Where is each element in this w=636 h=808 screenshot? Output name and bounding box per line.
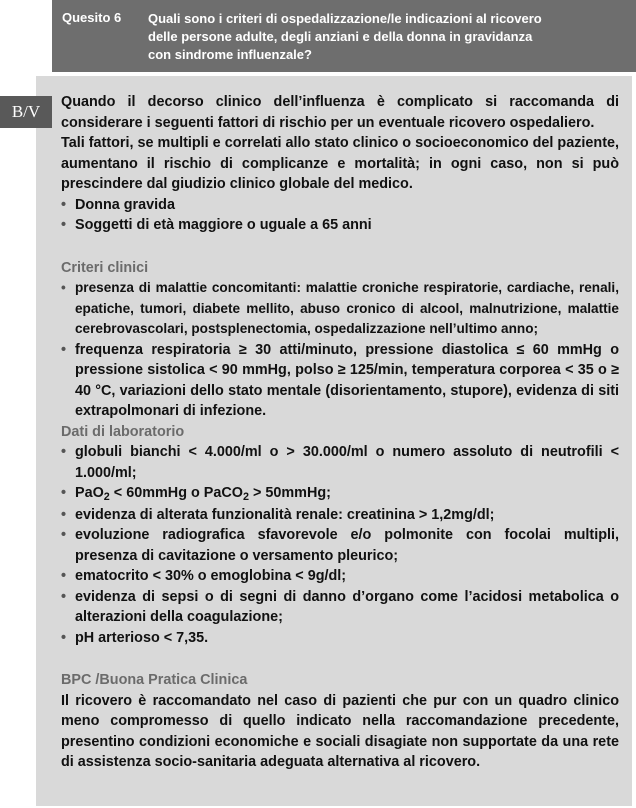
clinical-criterion-text: frequenza respiratoria ≥ 30 atti/minuto, pressione diastolica ≤ 60 mmHg o pressione sistolica < 90 mmHg, polso ≥ 125/min, temperatura corporea < 35 o ≥ 40 °C, variazioni dello stato mentale (disorientamento, stupore), evidenza di siti extrapolmonari di infezione.	[75, 341, 619, 419]
lab-item	[61, 505, 619, 526]
clinical-criterion-text: presenza di malattie concomitanti: malattie croniche respiratorie, cardiache, renali, epatiche, tumori, diabete mellito, abuso cronico di alcool, malnutrizione, malattie cerebrovascolari, postsplenectomia, ospedalizzazione nell’ultimo anno;	[75, 280, 619, 336]
pao2-value: < 60mmHg o	[109, 485, 204, 501]
lab-item	[61, 587, 619, 628]
question-header	[52, 0, 636, 72]
intro-paragraph: Tali fattori, se multipli e correlati allo stato clinico o socioeconomico del paziente, aumentano il rischio di complicanze e mortalità; in ogni caso, non si può prescindere dal giudizio clinico globale del medico.	[61, 135, 619, 192]
paco2-value: > 50mmHg;	[248, 485, 331, 501]
question-line: con sindrome influenzale?	[148, 47, 312, 62]
question-label: Quesito 6	[62, 10, 122, 25]
paco2-label: PaCO	[203, 485, 243, 501]
evidence-badge: B/V	[0, 96, 52, 128]
lab-item	[61, 566, 619, 587]
bullet-icon: •	[61, 485, 67, 501]
question-line: delle persone adulte, degli anziani e della donna in gravidanza	[148, 29, 533, 44]
bullet-icon: •	[61, 280, 66, 295]
clinical-criterion-item	[61, 340, 619, 422]
pao2-label: PaO	[75, 485, 104, 501]
risk-factor-text: Donna gravida	[75, 196, 175, 213]
bullet-icon: •	[61, 444, 67, 460]
bullet-icon: •	[61, 629, 67, 646]
lab-item	[61, 483, 619, 505]
risk-factor-text: Soggetti di età maggiore o uguale a 65 anni	[75, 217, 372, 233]
pao2-subscript: 2	[103, 490, 110, 503]
bullet-icon: •	[61, 568, 67, 584]
paco2-subscript: 2	[242, 490, 249, 503]
bullet-icon: •	[61, 527, 67, 543]
lab-item	[61, 628, 619, 649]
lab-data-title: Dati di laboratorio	[61, 423, 185, 440]
lab-item-text: globuli bianchi < 4.000/ml o > 30.000/ml o numero assoluto di neutrofili < 1.000/ml;	[75, 444, 619, 481]
answer-content	[61, 92, 619, 773]
clinical-criterion-item	[61, 278, 619, 340]
clinical-criteria-title: Criteri clinici	[61, 259, 149, 276]
question-line: Quali sono i criteri di ospedalizzazione/le indicazioni al ricovero	[148, 11, 542, 26]
lab-item-text: evidenza di sepsi o di segni di danno d’organo come l’acidosi metabolica o alterazioni della coagulazione;	[75, 588, 619, 625]
risk-factor-item	[61, 215, 619, 236]
bpc-text: Il ricovero è raccomandato nel caso di pazienti che pur con un quadro clinico meno compromesso di quello indicato nella raccomandazione precedente, presentino condizioni economiche e sociali disagiate non supportate da una rete di assistenza socio-sanitaria adeguata alternativa al ricovero.	[61, 692, 619, 770]
bpc-title: BPC /Buona Pratica Clinica	[61, 672, 248, 688]
bullet-icon: •	[61, 196, 67, 213]
bullet-icon: •	[61, 217, 67, 233]
bullet-icon: •	[61, 588, 67, 605]
bullet-icon: •	[61, 341, 67, 358]
lab-item	[61, 525, 619, 566]
lab-item-text: pH arterioso < 7,35.	[75, 629, 209, 646]
lab-item-text: evoluzione radiografica sfavorevole e/o polmonite con focolai multipli, presenza di cavitazione o versamento pleurico;	[75, 527, 619, 564]
bullet-icon: •	[61, 506, 67, 523]
lab-item	[61, 442, 619, 483]
intro-paragraph: Quando il decorso clinico dell’influenza è complicato si raccomanda di considerare i seguenti fattori di rischio per un eventuale ricovero ospedaliero.	[61, 94, 619, 131]
question-text	[148, 10, 618, 64]
lab-item-text: evidenza di alterata funzionalità renale: creatinina > 1,2mg/dl;	[75, 506, 495, 523]
lab-item-text: ematocrito < 30% o emoglobina < 9g/dl;	[75, 568, 347, 584]
risk-factor-item	[61, 195, 619, 216]
